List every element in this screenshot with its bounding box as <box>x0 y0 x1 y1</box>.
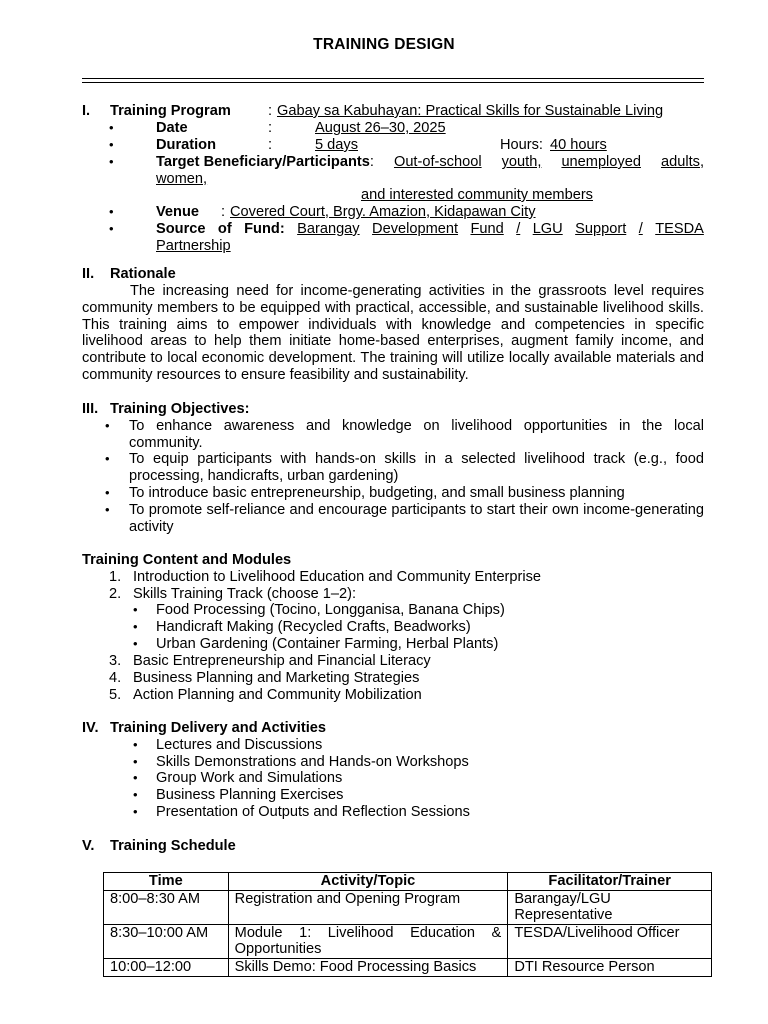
activity-item: Group Work and Simulations <box>156 770 343 786</box>
training-program-colon: : <box>268 103 273 119</box>
target-value-line-2: women, <box>156 171 208 187</box>
delivery-heading: Training Delivery and Activities <box>110 720 327 736</box>
fund-word: Fund <box>470 221 504 237</box>
schedule-heading: Training Schedule <box>110 838 236 854</box>
target-label: Target Beneficiary/Participants <box>156 154 370 170</box>
bullet-icon: • <box>109 221 114 236</box>
target-word: Out-of-school <box>393 154 482 170</box>
date-colon: : <box>268 120 273 136</box>
table-row <box>104 924 712 958</box>
title-divider-top <box>82 78 704 79</box>
fund-line-1 <box>156 221 704 238</box>
activity-cell: Skills Demo: Food Processing Basics <box>228 958 508 976</box>
facilitator-cell: DTI Resource Person <box>508 958 712 976</box>
module-item: Skills Training Track (choose 1–2): <box>133 586 357 602</box>
track-item: Handicraft Making (Recycled Crafts, Beadworks) <box>156 619 471 635</box>
duration-value: 5 days <box>315 137 358 153</box>
target-word: adults, <box>661 154 704 170</box>
bullet-icon: • <box>109 154 114 169</box>
activity-word: Livelihood <box>327 924 394 941</box>
target-colon: : <box>369 154 374 170</box>
time-cell: 8:00–8:30 AM <box>104 890 229 924</box>
duration-colon: : <box>268 137 273 153</box>
title-divider-bottom <box>82 82 704 83</box>
training-program-label: Training Program <box>110 103 231 119</box>
target-word: youth, <box>501 154 542 170</box>
activity-item: Presentation of Outputs and Reflection Sessions <box>156 804 470 820</box>
fund-label-word: Fund <box>244 221 280 237</box>
objectives-heading: Training Objectives: <box>110 401 250 417</box>
section-4-number: IV. <box>82 720 99 736</box>
duration-label: Duration <box>156 137 216 153</box>
bullet-icon: • <box>109 120 114 135</box>
fund-word: TESDA <box>655 221 704 237</box>
bullet-icon: • <box>133 770 138 785</box>
bullet-icon: • <box>133 737 138 752</box>
fund-word: / <box>516 221 521 237</box>
target-word: unemployed <box>561 154 641 170</box>
section-5-number: V. <box>82 838 95 854</box>
time-cell: 10:00–12:00 <box>104 958 229 976</box>
column-header: Activity/Topic <box>228 873 508 891</box>
objective-item: To introduce basic entrepreneurship, budgeting, and small business planning <box>129 485 625 501</box>
schedule-table <box>103 872 712 977</box>
track-item: Food Processing (Tocino, Longganisa, Banana Chips) <box>156 602 505 618</box>
facilitator-cell: Barangay/LGU Representative <box>508 890 712 924</box>
activity-item: Business Planning Exercises <box>156 787 344 803</box>
bullet-icon: • <box>105 418 110 433</box>
activity-line-2: Opportunities <box>234 941 322 958</box>
facilitator-cell: TESDA/Livelihood Officer <box>508 924 712 958</box>
section-2-number: II. <box>82 266 95 282</box>
bullet-icon: • <box>105 451 110 466</box>
section-3-number: III. <box>82 401 99 417</box>
bullet-icon: • <box>109 204 114 219</box>
objective-item: To equip participants with hands-on skills in a selected livelihood track (e.g., food processing, handicrafts, urban gardening) <box>129 451 704 484</box>
module-item: Introduction to Livelihood Education and Community Enterprise <box>133 569 542 585</box>
section-1-number: I. <box>82 103 91 119</box>
column-header: Time <box>104 873 229 891</box>
module-number: 5. <box>109 687 122 703</box>
rationale-heading: Rationale <box>110 266 176 282</box>
venue-value: Covered Court, Brgy. Amazion, Kidapawan City <box>230 204 536 220</box>
target-line-1 <box>156 154 704 171</box>
document-title: TRAINING DESIGN <box>313 36 455 53</box>
objective-item: To promote self-reliance and encourage participants to start their own income-generating activity <box>129 502 704 535</box>
activity-word: Education <box>410 924 475 941</box>
target-value-line-3: and interested community members <box>361 187 593 203</box>
bullet-icon: • <box>133 636 138 651</box>
fund-word: / <box>638 221 643 237</box>
venue-label: Venue <box>156 204 199 220</box>
fund-label-word: of <box>217 221 232 237</box>
module-number: 2. <box>109 586 122 602</box>
bullet-icon: • <box>109 137 114 152</box>
bullet-icon: • <box>133 754 138 769</box>
bullet-icon: • <box>105 485 110 500</box>
module-item: Business Planning and Marketing Strategies <box>133 670 420 686</box>
bullet-icon: • <box>105 502 110 517</box>
rationale-paragraph: The increasing need for income-generating activities in the grassroots level requires community members to be equipped with practical, accessible, and sustainable livelihood skills. This training aims to empower individuals with knowledge and competencies in specific livelihood areas to help them initiate home-based enterprises, augment family income, and contribute to local economic development. The training will utilize locally available materials and community resources to ensure feasibility and sustainability. <box>82 283 704 383</box>
activity-item: Skills Demonstrations and Hands-on Workshops <box>156 754 469 770</box>
fund-colon: : <box>279 221 285 237</box>
fund-word: Development <box>372 221 459 237</box>
fund-word: LGU <box>532 221 563 237</box>
hours-value: 40 hours <box>550 137 607 153</box>
module-item: Action Planning and Community Mobilization <box>133 687 422 703</box>
table-row <box>104 958 712 976</box>
date-value: August 26–30, 2025 <box>315 120 446 136</box>
activity-cell <box>228 924 508 958</box>
activity-item: Lectures and Discussions <box>156 737 323 753</box>
table-row <box>104 890 712 924</box>
fund-label-word: Source <box>156 221 206 237</box>
module-item: Basic Entrepreneurship and Financial Literacy <box>133 653 431 669</box>
time-cell: 8:30–10:00 AM <box>104 924 229 958</box>
venue-colon: : <box>221 204 226 220</box>
date-label: Date <box>156 120 188 136</box>
column-header: Facilitator/Trainer <box>508 873 712 891</box>
activity-cell: Registration and Opening Program <box>228 890 508 924</box>
activity-word: 1: <box>299 924 312 941</box>
objective-item: To enhance awareness and knowledge on livelihood opportunities in the local community. <box>129 418 704 451</box>
table-header-row <box>104 873 712 891</box>
bullet-icon: • <box>133 787 138 802</box>
track-item: Urban Gardening (Container Farming, Herbal Plants) <box>156 636 499 652</box>
modules-heading: Training Content and Modules <box>82 552 292 568</box>
activity-word: Module <box>234 924 283 941</box>
fund-value-line-2: Partnership <box>156 238 231 254</box>
hours-label: Hours: <box>500 137 543 153</box>
module-number: 3. <box>109 653 122 669</box>
activity-word: & <box>491 924 502 941</box>
bullet-icon: • <box>133 804 138 819</box>
fund-word: Support <box>575 221 627 237</box>
training-program-value: Gabay sa Kabuhayan: Practical Skills for Sustainable Living <box>277 103 664 119</box>
fund-word: Barangay <box>297 221 360 237</box>
module-number: 4. <box>109 670 122 686</box>
bullet-icon: • <box>133 602 138 617</box>
bullet-icon: • <box>133 619 138 634</box>
module-number: 1. <box>109 569 122 585</box>
